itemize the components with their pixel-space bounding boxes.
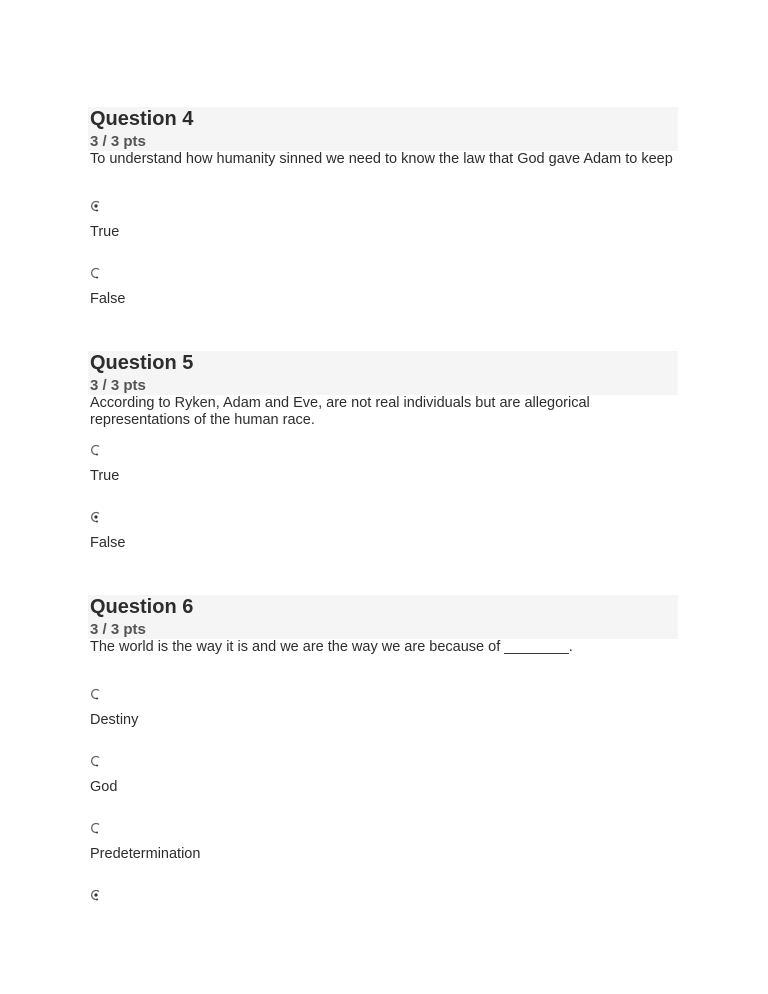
radio-unselected-icon[interactable] [90, 444, 102, 456]
question-points: 3 / 3 pts [90, 377, 146, 394]
answer-option[interactable] [90, 200, 119, 240]
answer-option[interactable] [90, 755, 117, 795]
question-text: To understand how humanity sinned we need to know the law that God gave Adam to keep [90, 151, 673, 167]
answer-option[interactable] [90, 688, 138, 728]
question-title: Question 6 [90, 596, 194, 618]
answer-option[interactable] [90, 267, 125, 307]
question-text: The world is the way it is and we are the way we are because of ________. [90, 639, 573, 655]
question-header [88, 107, 678, 151]
radio-unselected-icon[interactable] [90, 267, 102, 279]
radio-selected-icon[interactable] [90, 200, 102, 212]
question-points: 3 / 3 pts [90, 133, 146, 150]
question-6 [88, 595, 678, 862]
answer-label: True [90, 224, 120, 240]
answer-option[interactable] [90, 889, 102, 901]
question-title: Question 5 [90, 352, 194, 374]
radio-selected-icon[interactable] [90, 889, 102, 901]
radio-selected-icon[interactable] [90, 511, 102, 523]
answer-label: God [90, 779, 118, 795]
question-header [88, 351, 678, 395]
answer-option[interactable] [90, 511, 125, 551]
answer-option[interactable] [90, 444, 119, 484]
question-header [88, 595, 678, 639]
question-text: According to Ryken, Adam and Eve, are not real individuals but are allegorical representations of the human race. [90, 395, 590, 428]
answer-label: Predetermination [90, 846, 201, 862]
question-points: 3 / 3 pts [90, 621, 146, 638]
answer-option[interactable] [90, 822, 200, 862]
question-5 [88, 351, 678, 551]
answer-label: False [90, 291, 126, 307]
radio-unselected-icon[interactable] [90, 755, 102, 767]
radio-unselected-icon[interactable] [90, 822, 102, 834]
answer-label: Destiny [90, 712, 139, 728]
answer-label: True [90, 468, 120, 484]
question-4 [88, 107, 678, 307]
question-title: Question 4 [90, 108, 194, 130]
answer-label: False [90, 535, 126, 551]
radio-unselected-icon[interactable] [90, 688, 102, 700]
